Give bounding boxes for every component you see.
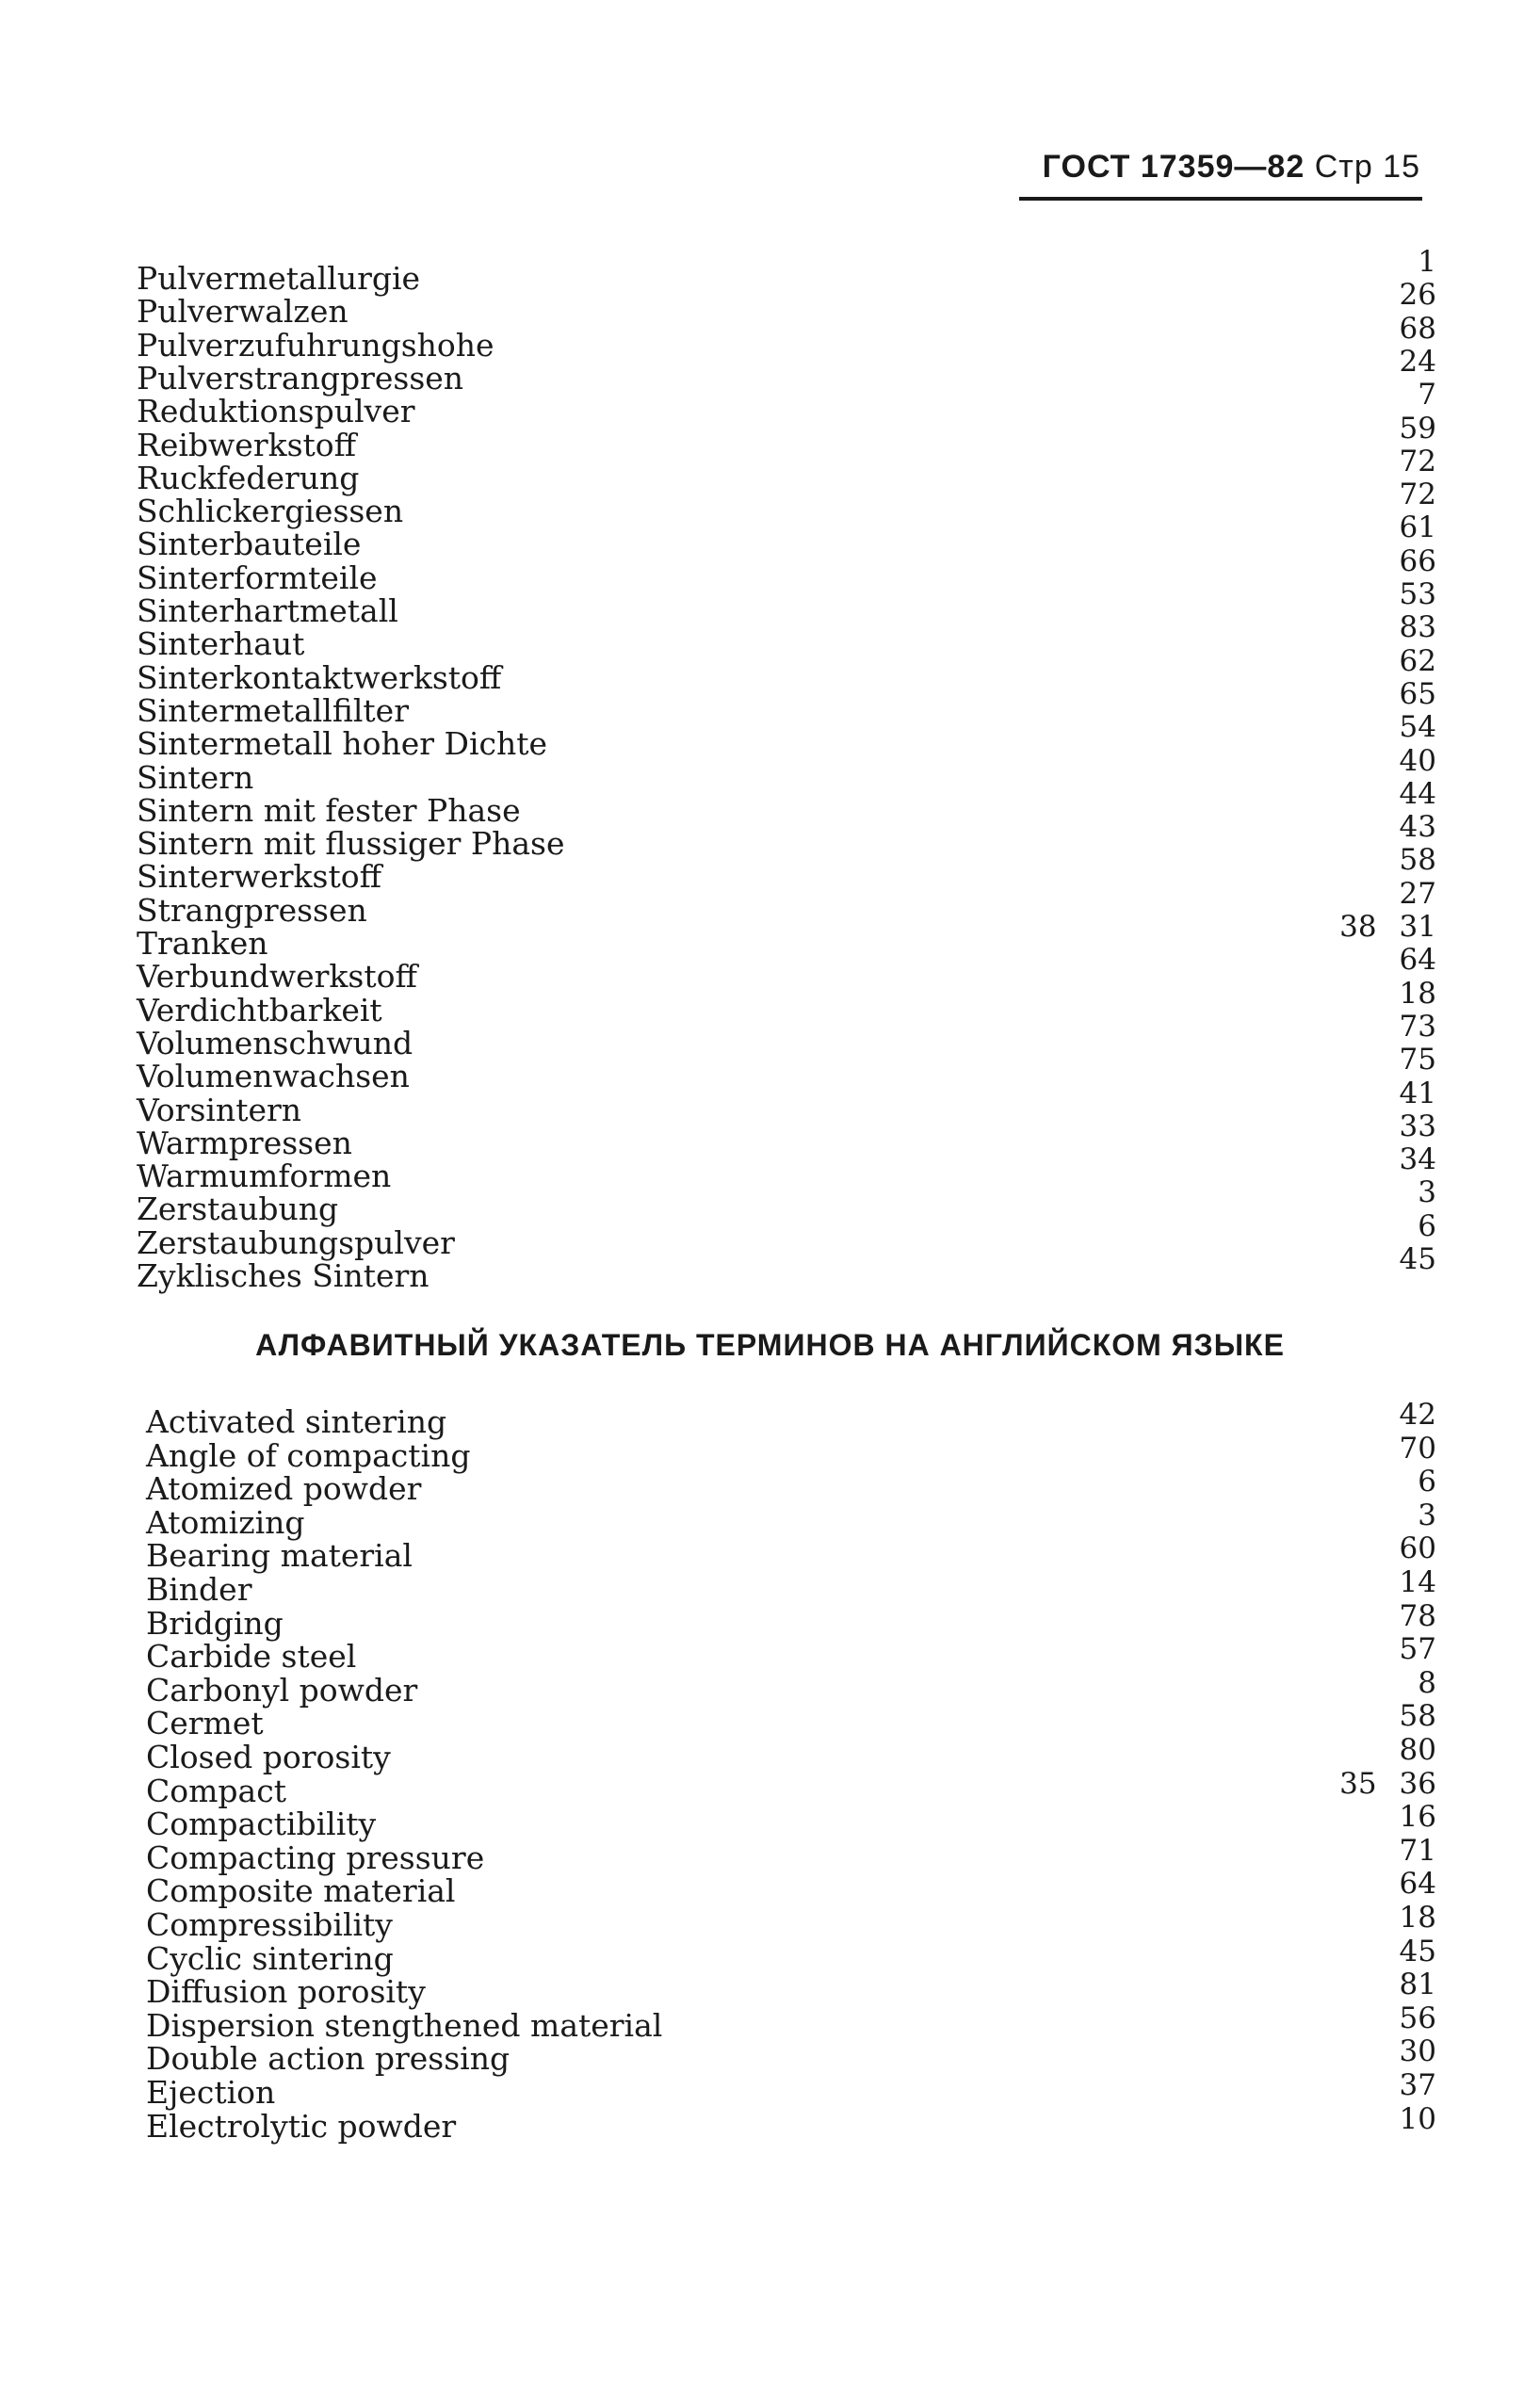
index-number (1400, 977, 1436, 1011)
index-number (1400, 1599, 1436, 1633)
index-number (1400, 1565, 1436, 1599)
index-main-number: 42 (1399, 1398, 1436, 1432)
index-main-number: 14 (1399, 1565, 1436, 1599)
index-main-number: 61 (1399, 510, 1436, 545)
index-main-number: 8 (1418, 1665, 1436, 1700)
index-number (1400, 345, 1436, 379)
index-number (1400, 1110, 1436, 1143)
index-main-number: 70 (1399, 1431, 1436, 1466)
index-term: Compactibility (146, 1806, 377, 1843)
index-term: Dispersion stengthened material (146, 2006, 663, 2044)
index-term: Closed porosity (146, 1739, 391, 1775)
index-number (1418, 1465, 1436, 1498)
index-number (1400, 877, 1436, 911)
index-term: Volumenschwund (137, 1024, 413, 1061)
index-term: Schlickergiessen (137, 493, 404, 530)
index-number (1400, 478, 1436, 511)
index-main-number: 18 (1399, 976, 1436, 1011)
index-term: Pulverstrangpressen (137, 359, 464, 397)
index-number (1418, 245, 1436, 279)
index-number (1400, 677, 1436, 711)
index-number (1400, 278, 1436, 312)
index-number (1418, 1175, 1436, 1209)
index-main-number: 27 (1399, 876, 1436, 911)
index-term: Reibwerkstoff (137, 426, 357, 463)
index-main-number: 6 (1418, 1465, 1436, 1499)
index-term: Strangpressen (137, 891, 367, 929)
index-term: Carbonyl powder (146, 1671, 418, 1709)
header-rule (1019, 197, 1422, 201)
index-main-number: 34 (1399, 1142, 1436, 1177)
index-extra-number: 35 (1339, 1766, 1377, 1801)
index-entry (0, 2101, 1540, 2145)
index-term: Bearing material (146, 1537, 413, 1575)
index-entry (0, 1431, 1540, 1474)
index-number (1339, 1767, 1436, 1801)
index-main-number: 83 (1399, 610, 1436, 645)
index-term: Pulverzufuhrungshohe (137, 326, 494, 364)
index-term: Cyclic sintering (146, 1939, 394, 1977)
index-term: Double action pressing (146, 2040, 511, 2078)
index-term: Reduktionspulver (137, 393, 415, 430)
index-term: Volumenwachsen (137, 1058, 410, 1095)
index-term: Compressibility (146, 1906, 393, 1943)
index-number (1400, 1010, 1436, 1044)
index-main-number: 24 (1399, 344, 1436, 379)
index-main-number: 68 (1399, 311, 1436, 346)
index-term: Atomized powder (146, 1470, 422, 1508)
index-number (1400, 312, 1436, 346)
index-term: Pulverwalzen (137, 293, 349, 331)
index-number (1400, 1398, 1436, 1432)
index-term: Sinterwerkstoff (137, 858, 382, 896)
section-title: АЛФАВИТНЫЙ УКАЗАТЕЛЬ ТЕРМИНОВ НА АНГЛИЙСКОМ ЯЗЫКЕ (255, 1328, 1285, 1362)
index-number (1418, 378, 1436, 412)
index-number (1400, 544, 1436, 578)
index-number (1400, 2001, 1436, 2035)
index-main-number: 3 (1418, 1498, 1436, 1532)
index-number (1400, 412, 1436, 445)
index-number (1400, 445, 1436, 478)
index-main-number: 6 (1418, 1208, 1436, 1243)
index-entry (0, 1565, 1540, 1608)
page-header (1043, 149, 1420, 186)
index-number (1400, 710, 1436, 744)
index-main-number: 75 (1399, 1043, 1436, 1077)
index-entry (0, 1968, 1540, 2011)
index-term: Warmumformen (137, 1158, 392, 1195)
index-entry (0, 478, 1540, 530)
index-term: Vorsintern (137, 1091, 302, 1128)
index-number (1400, 577, 1436, 611)
index-entry (0, 1766, 1540, 1809)
index-term: Cermet (146, 1705, 264, 1742)
index-entry (0, 1398, 1540, 1440)
index-term: Electrolytic powder (146, 2107, 457, 2145)
index-entry (0, 245, 1540, 297)
index-term: Activated sintering (146, 1403, 447, 1440)
index-number (1400, 1800, 1436, 1834)
index-number (1339, 910, 1436, 944)
index-number (1400, 2034, 1436, 2068)
index-term: Warmpressen (137, 1124, 352, 1161)
index-entry (0, 1632, 1540, 1676)
index-main-number: 36 (1399, 1766, 1436, 1801)
index-number (1400, 510, 1436, 544)
index-main-number: 58 (1399, 1699, 1436, 1734)
index-main-number: 59 (1399, 411, 1436, 445)
index-entry (0, 1498, 1540, 1541)
index-main-number: 43 (1399, 810, 1436, 845)
index-main-number: 3 (1418, 1175, 1436, 1210)
index-main-number: 60 (1399, 1531, 1436, 1566)
index-main-number: 66 (1399, 543, 1436, 578)
index-main-number: 78 (1399, 1598, 1436, 1633)
index-entry (0, 1043, 1540, 1095)
index-term: Ejection (146, 2074, 276, 2111)
index-term: Sinterkontaktwerkstoff (137, 658, 502, 696)
index-entry (0, 1699, 1540, 1742)
index-main-number: 45 (1399, 1934, 1436, 1968)
index-main-number: 81 (1399, 1968, 1436, 2002)
index-term: Binder (146, 1571, 252, 1608)
index-term: Sintermetall hoher Dichte (137, 725, 548, 763)
index-number (1400, 644, 1436, 678)
index-number (1418, 1666, 1436, 1700)
index-entry (0, 1901, 1540, 1943)
index-term: Atomizing (146, 1503, 305, 1541)
index-number (1400, 943, 1436, 977)
index-number (1400, 1043, 1436, 1077)
index-main-number: 65 (1399, 676, 1436, 711)
index-main-number: 57 (1399, 1632, 1436, 1667)
index-main-number: 16 (1399, 1800, 1436, 1835)
index-term: Zerstaubungspulver (137, 1223, 455, 1261)
index-main-number: 1 (1418, 245, 1436, 279)
index-entry (0, 1800, 1540, 1843)
index-term: Sinterformteile (137, 559, 378, 596)
index-main-number: 40 (1399, 743, 1436, 778)
index-number (1400, 1935, 1436, 1968)
index-main-number: 72 (1399, 478, 1436, 512)
index-number (1400, 777, 1436, 811)
index-main-number: 30 (1399, 2034, 1436, 2069)
index-main-number: 53 (1399, 577, 1436, 611)
index-entry (0, 1867, 1540, 1910)
index-main-number: 71 (1399, 1833, 1436, 1868)
index-term: Sinterhaut (137, 625, 305, 663)
index-number (1400, 1432, 1436, 1466)
index-term: Sinterhartmetall (137, 592, 398, 629)
index-main-number: 80 (1399, 1733, 1436, 1767)
index-term: Verdichtbarkeit (137, 991, 382, 1029)
index-term: Verbundwerkstoff (137, 958, 417, 996)
index-main-number: 33 (1399, 1109, 1436, 1143)
index-number (1400, 1242, 1436, 1276)
index-number (1400, 1699, 1436, 1733)
index-entry (0, 1665, 1540, 1709)
index-term: Zerstaubung (137, 1190, 339, 1228)
index-main-number: 31 (1399, 910, 1436, 944)
index-main-number: 45 (1399, 1242, 1436, 1276)
index-term: Sintern mit fester Phase (137, 791, 521, 829)
index-entry (0, 1531, 1540, 1575)
index-number (1400, 610, 1436, 644)
index-term: Carbide steel (146, 1638, 357, 1676)
index-entry (0, 2000, 1540, 2044)
index-number (1400, 1901, 1436, 1935)
index-number (1400, 1968, 1436, 2001)
index-term: Tranken (137, 925, 268, 962)
index-main-number: 56 (1399, 2000, 1436, 2035)
index-extra-number: 38 (1339, 910, 1377, 944)
index-entry (0, 1833, 1540, 1876)
index-term: Angle of compacting (146, 1436, 471, 1474)
index-main-number: 41 (1399, 1076, 1436, 1110)
index-entry (0, 2034, 1540, 2078)
index-number (1418, 1498, 1436, 1532)
index-term: Pulvermetallurgie (137, 260, 421, 297)
index-number (1400, 1733, 1436, 1767)
index-number (1400, 2068, 1436, 2102)
index-main-number: 10 (1399, 2101, 1436, 2136)
page-label: Стр 15 (1314, 149, 1420, 185)
index-number (1400, 2102, 1436, 2136)
index-term: Compacting pressure (146, 1838, 485, 1876)
index-main-number: 26 (1399, 278, 1436, 313)
index-term: Ruckfederung (137, 459, 360, 496)
index-main-number: 64 (1399, 943, 1436, 978)
index-entry (0, 1465, 1540, 1508)
index-term: Sintern mit flussiger Phase (137, 825, 565, 863)
index-main-number: 44 (1399, 776, 1436, 811)
index-main-number: 64 (1399, 1867, 1436, 1902)
index-main-number: 54 (1399, 710, 1436, 745)
index-main-number: 7 (1418, 378, 1436, 413)
index-term: Bridging (146, 1604, 284, 1642)
index-term: Compact (146, 1772, 286, 1809)
index-entry (0, 1598, 1540, 1642)
index-main-number: 62 (1399, 643, 1436, 678)
index-number (1400, 1632, 1436, 1666)
index-number (1400, 843, 1436, 877)
index-number (1400, 1142, 1436, 1176)
standard-number: ГОСТ 17359—82 (1042, 149, 1305, 185)
index-term: Sintern (137, 758, 254, 796)
index-number (1400, 1867, 1436, 1901)
index-number (1400, 1834, 1436, 1868)
index-number (1400, 1077, 1436, 1110)
index-main-number: 37 (1399, 2068, 1436, 2102)
index-main-number: 73 (1399, 1009, 1436, 1044)
index-entry (0, 1208, 1540, 1261)
index-number (1400, 810, 1436, 844)
index-main-number: 58 (1399, 843, 1436, 878)
index-term: Sinterbauteile (137, 526, 362, 563)
index-term: Sintermetallfilter (137, 691, 409, 729)
index-number (1400, 1531, 1436, 1565)
index-entry (0, 776, 1540, 829)
index-number (1418, 1209, 1436, 1243)
index-term: Diffusion porosity (146, 1973, 426, 2011)
index-entry (0, 1733, 1540, 1775)
index-main-number: 18 (1399, 1901, 1436, 1935)
index-number (1400, 744, 1436, 778)
index-entry (0, 2068, 1540, 2111)
index-entry (0, 1934, 1540, 1977)
index-term: Zyklisches Sintern (137, 1257, 430, 1294)
index-main-number: 72 (1399, 444, 1436, 478)
index-term: Composite material (146, 1872, 456, 1910)
